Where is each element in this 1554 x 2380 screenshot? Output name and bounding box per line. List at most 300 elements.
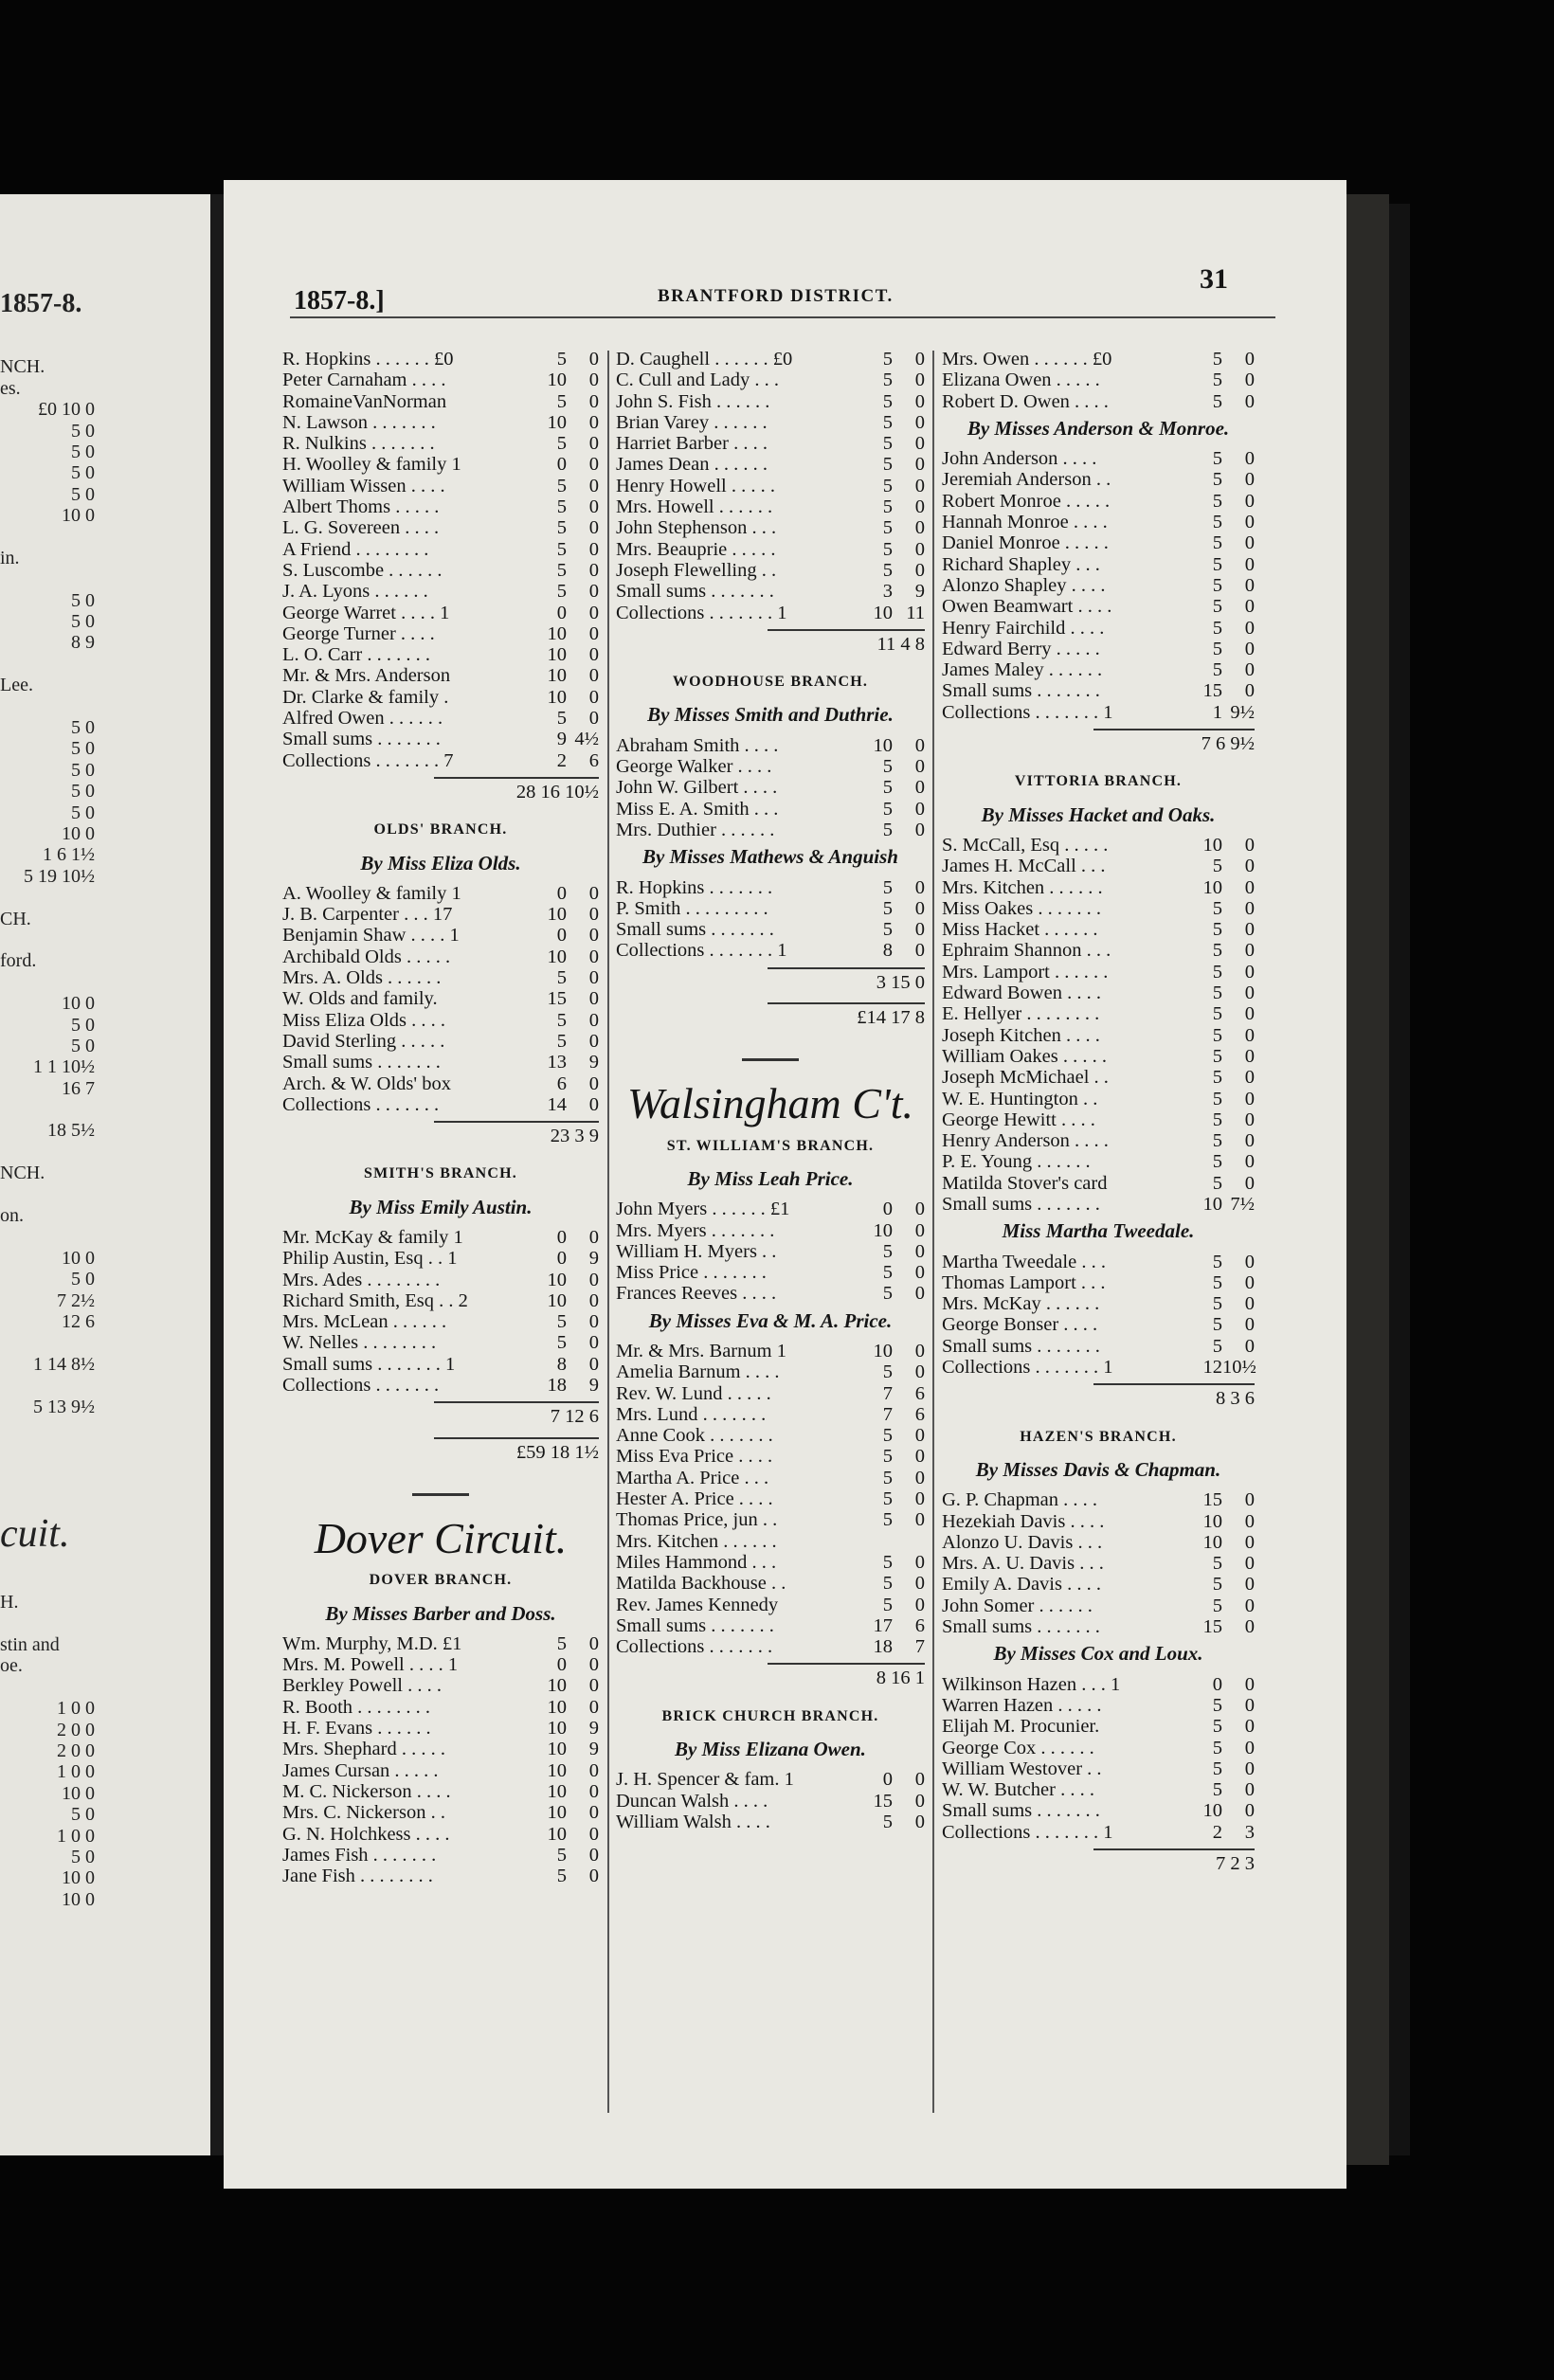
left-fragment-line: 1 14 8½ xyxy=(33,1353,95,1375)
entry-name: Collections . . . . . . . 1 xyxy=(942,701,1113,723)
entry-name: David Sterling . . . . . xyxy=(282,1030,445,1052)
entry-row xyxy=(942,680,1255,701)
entry-row xyxy=(942,1046,1255,1067)
entry-name: George Walker . . . . xyxy=(616,756,772,778)
entry-name: Joseph Flewelling . . xyxy=(616,559,777,581)
entry-shillings: 10 xyxy=(547,1802,567,1824)
entry-row xyxy=(282,412,599,433)
entry-shillings: 5 xyxy=(1212,1151,1222,1173)
left-fragment-line xyxy=(0,1099,95,1120)
entry-shillings: 5 xyxy=(882,876,893,898)
entry-row xyxy=(942,1616,1255,1637)
entry-pence: 0 xyxy=(588,904,599,926)
entry-name: Small sums . . . . . . . 1 xyxy=(282,1353,456,1375)
entry-shillings: 5 xyxy=(556,1030,567,1052)
entry-pence: 0 xyxy=(588,1654,599,1676)
entry-shillings: 10 xyxy=(547,1780,567,1802)
entry-row xyxy=(282,1675,599,1696)
entry-name: James Fish . . . . . . . xyxy=(282,1844,437,1866)
entry-shillings: 5 xyxy=(882,1467,893,1488)
entry-shillings: 5 xyxy=(882,756,893,778)
entry-row xyxy=(282,1073,599,1094)
entry-shillings: 5 xyxy=(1212,940,1222,962)
entry-row xyxy=(616,1791,925,1812)
entry-shillings: 5 xyxy=(882,390,893,412)
entry-name: L. G. Sovereen . . . . xyxy=(282,517,440,539)
left-fragment-line: 5 0 xyxy=(71,611,95,633)
entry-row xyxy=(282,729,599,749)
left-fragment-line: 5 0 xyxy=(71,1269,95,1290)
entry-shillings: 5 xyxy=(1212,1716,1222,1738)
left-fragment-line: H. xyxy=(0,1592,19,1614)
entry-shillings: 10 xyxy=(1202,1193,1222,1215)
left-fragment-line: 5 0 xyxy=(71,1035,95,1056)
entry-pence: 0 xyxy=(914,1446,925,1468)
entry-pence: 0 xyxy=(914,897,925,919)
entry-row xyxy=(282,1781,599,1802)
left-fragment-line xyxy=(0,1417,95,1438)
entry-pence: 0 xyxy=(914,1262,925,1284)
left-fragment-line: in. xyxy=(0,547,20,568)
left-fragment-line xyxy=(0,1571,95,1592)
left-fragment-line: 1 0 0 xyxy=(57,1825,95,1847)
entry-row xyxy=(942,491,1255,512)
entry-shillings xyxy=(862,1531,893,1552)
entry-name: Matilda Stover's card xyxy=(942,1172,1108,1194)
entry-name: James Cursan . . . . . xyxy=(282,1759,439,1781)
entry-name: Small sums . . . . . . . xyxy=(942,680,1100,702)
entry-row xyxy=(942,1822,1255,1843)
entry-pence: 0 xyxy=(914,777,925,799)
left-fragment-line: 10 0 xyxy=(62,1867,95,1889)
entry-pence: 0 xyxy=(588,370,599,391)
left-fragment-line: 1 0 0 xyxy=(57,1698,95,1720)
entry-pence: 0 xyxy=(914,538,925,560)
entry-row xyxy=(616,1361,925,1382)
branch-total: 7 12 6 xyxy=(434,1401,599,1427)
branch-total: 3 15 0 xyxy=(768,967,925,993)
entry-shillings: 10 xyxy=(547,1675,567,1697)
entry-name: Frances Reeves . . . . xyxy=(616,1283,777,1305)
entry-row xyxy=(942,512,1255,532)
entry-shillings: 5 xyxy=(882,1361,893,1383)
left-fragment-line xyxy=(0,568,95,589)
entry-pence: 0 xyxy=(1244,1335,1255,1357)
entry-shillings: 5 xyxy=(882,1283,893,1305)
entry-row xyxy=(942,618,1255,639)
column-divider-1 xyxy=(607,351,609,2113)
entry-name: Archibald Olds . . . . . xyxy=(282,946,451,967)
entry-row xyxy=(942,596,1255,617)
entry-pence: 0 xyxy=(588,925,599,947)
entry-name: Henry Anderson . . . . xyxy=(942,1130,1109,1152)
entry-pence: 0 xyxy=(588,708,599,730)
entry-shillings: 5 xyxy=(1212,638,1222,659)
entry-name: William Wissen . . . . xyxy=(282,475,445,496)
entry-pence: 9 xyxy=(588,1739,599,1760)
entry-row xyxy=(942,1003,1255,1024)
entry-pence: 0 xyxy=(588,622,599,644)
circuit-title: Walsingham C't. xyxy=(626,1079,914,1128)
entry-row xyxy=(616,476,925,496)
entry-name: Mrs. McKay . . . . . . xyxy=(942,1293,1100,1315)
entry-shillings: 5 xyxy=(1212,983,1222,1004)
entry-pence: 0 xyxy=(914,1283,925,1305)
entry-name: John S. Fish . . . . . . xyxy=(616,390,770,412)
entry-pence: 11 xyxy=(906,602,925,623)
entry-pence: 0 xyxy=(588,581,599,603)
entry-shillings: 10 xyxy=(547,1823,567,1845)
entry-row xyxy=(942,1553,1255,1574)
entry-name: Alonzo U. Davis . . . xyxy=(942,1531,1103,1553)
entry-pence: 10½ xyxy=(1222,1357,1256,1379)
entry-shillings: 5 xyxy=(882,1240,893,1262)
entry-pence: 9 xyxy=(588,1052,599,1073)
entry-pence: 0 xyxy=(914,919,925,941)
entry-name: Brian Varey . . . . . . xyxy=(616,411,768,433)
entry-row xyxy=(942,702,1255,723)
entry-row xyxy=(942,1596,1255,1616)
entry-shillings: 5 xyxy=(1212,448,1222,470)
entry-row xyxy=(282,1802,599,1823)
entry-name: C. Cull and Lady . . . xyxy=(616,370,779,391)
entry-name: Arch. & W. Olds' box xyxy=(282,1073,451,1094)
entry-pence: 0 xyxy=(914,1509,925,1531)
entry-pence: 9 xyxy=(588,1718,599,1740)
entry-shillings: 5 xyxy=(882,1425,893,1447)
entry-name: Henry Fairchild . . . . xyxy=(942,617,1105,639)
entry-name: Mrs. Lamport . . . . . . xyxy=(942,961,1109,983)
entry-shillings: 5 xyxy=(556,708,567,730)
entry-row xyxy=(616,1468,925,1488)
entry-pence: 0 xyxy=(588,1632,599,1654)
entry-name: M. C. Nickerson . . . . xyxy=(282,1780,451,1802)
entry-pence: 0 xyxy=(1244,1694,1255,1716)
entry-name: W. W. Butcher . . . . xyxy=(942,1779,1094,1801)
entry-name: Philip Austin, Esq . . 1 xyxy=(282,1248,458,1270)
circuit-total: £59 18 1½ xyxy=(434,1437,599,1463)
entry-row xyxy=(942,1779,1255,1800)
entry-pence: 0 xyxy=(1244,638,1255,659)
entry-row xyxy=(942,898,1255,919)
entry-shillings: 0 xyxy=(556,602,567,623)
entry-pence: 0 xyxy=(588,454,599,476)
entry-row xyxy=(282,476,599,496)
entry-name: Small sums . . . . . . . xyxy=(942,1800,1100,1822)
entry-shillings: 5 xyxy=(882,1262,893,1284)
entry-pence: 0 xyxy=(588,1289,599,1311)
left-fragment-line xyxy=(0,1375,95,1396)
entry-row xyxy=(616,1199,925,1219)
left-page-fragment xyxy=(0,194,210,2155)
entry-shillings: 5 xyxy=(1212,897,1222,919)
entry-pence: 0 xyxy=(588,411,599,433)
entry-shillings: 10 xyxy=(547,665,567,687)
branch-total: 11 4 8 xyxy=(768,629,925,655)
entry-name: James Dean . . . . . . xyxy=(616,454,768,476)
entry-shillings: 5 xyxy=(882,433,893,455)
entry-name: Small sums . . . . . . . xyxy=(616,1614,774,1636)
entry-shillings: 5 xyxy=(556,390,567,412)
entry-shillings: 5 xyxy=(1212,390,1222,412)
entry-pence: 0 xyxy=(588,1009,599,1031)
entry-row xyxy=(282,1739,599,1759)
entry-pence: 0 xyxy=(588,988,599,1010)
entry-pence: 0 xyxy=(914,819,925,840)
entry-shillings: 5 xyxy=(556,1311,567,1333)
entry-name: Matilda Backhouse . . xyxy=(616,1573,786,1595)
entry-name: A. Woolley & family 1 xyxy=(282,882,461,904)
entry-shillings: 5 xyxy=(1212,512,1222,533)
left-fragment-line: ford. xyxy=(0,950,37,972)
entry-name: Miss Eva Price . . . . xyxy=(616,1446,773,1468)
entry-name: R. Booth . . . . . . . . xyxy=(282,1696,431,1718)
entry-row xyxy=(616,349,925,370)
entry-name: Mr. & Mrs. Anderson xyxy=(282,665,451,687)
entry-pence: 0 xyxy=(914,475,925,496)
entry-pence: 0 xyxy=(588,1332,599,1354)
entry-name: S. McCall, Esq . . . . . xyxy=(942,834,1109,856)
entry-name: Thomas Price, jun . . xyxy=(616,1509,778,1531)
entry-row xyxy=(282,883,599,904)
entry-pence: 9½ xyxy=(1230,701,1255,723)
entry-row xyxy=(942,370,1255,390)
entry-pence: 0 xyxy=(1244,1574,1255,1596)
entry-pence: 0 xyxy=(1244,834,1255,856)
entry-shillings: 10 xyxy=(1202,1510,1222,1532)
entry-row xyxy=(282,349,599,370)
entry-pence: 0 xyxy=(914,517,925,539)
entry-row xyxy=(942,1716,1255,1737)
entry-name: N. Lawson . . . . . . . xyxy=(282,411,436,433)
branch-heading: SMITH'S BRANCH. xyxy=(363,1165,518,1182)
entry-name: Mrs. Beauprie . . . . . xyxy=(616,538,776,560)
left-fragment-line xyxy=(0,696,95,717)
entry-shillings: 5 xyxy=(1212,919,1222,941)
entry-pence: 0 xyxy=(588,946,599,967)
entry-row xyxy=(942,856,1255,876)
entry-shillings: 15 xyxy=(873,1790,893,1812)
collectors-heading: By Misses Cox and Loux. xyxy=(993,1642,1203,1666)
entry-row xyxy=(616,581,925,602)
collectors-heading: By Misses Hacket and Oaks. xyxy=(981,802,1216,826)
entry-row xyxy=(616,496,925,517)
entry-pence: 0 xyxy=(1244,390,1255,412)
entry-row xyxy=(282,1824,599,1845)
entry-shillings: 5 xyxy=(1212,1271,1222,1293)
entry-name: Mrs. Myers . . . . . . . xyxy=(616,1219,775,1241)
entry-shillings: 10 xyxy=(547,1759,567,1781)
left-fragment-line xyxy=(0,929,95,950)
entry-name: J. B. Carpenter . . . 17 xyxy=(282,904,453,926)
entry-name: J. A. Lyons . . . . . . xyxy=(282,581,428,603)
entry-name: Small sums . . . . . . . xyxy=(942,1616,1100,1638)
entry-name: John Anderson . . . . xyxy=(942,448,1097,470)
entry-name: Mrs. McLean . . . . . . xyxy=(282,1311,447,1333)
entry-name: John Stephenson . . . xyxy=(616,517,777,539)
entry-pence: 0 xyxy=(914,876,925,898)
left-fragment-line xyxy=(0,1142,95,1163)
entry-row xyxy=(616,1383,925,1404)
entry-row xyxy=(282,603,599,623)
entry-row xyxy=(942,1758,1255,1779)
left-fragment-line: 10 0 xyxy=(62,1782,95,1804)
entry-pence: 0 xyxy=(1244,940,1255,962)
entry-row xyxy=(942,1738,1255,1758)
entry-pence: 0 xyxy=(914,1790,925,1812)
entry-shillings: 5 xyxy=(882,1488,893,1510)
entry-shillings: 1 xyxy=(1212,701,1222,723)
entry-shillings: 5 xyxy=(556,517,567,539)
entry-pence: 0 xyxy=(1244,574,1255,596)
entry-row xyxy=(942,659,1255,680)
entry-shillings: 5 xyxy=(882,475,893,496)
entry-pence: 0 xyxy=(914,1361,925,1383)
entry-name: Small sums . . . . . . . xyxy=(942,1335,1100,1357)
left-fragment-line xyxy=(0,335,95,356)
collectors-heading: By Misses Barber and Doss. xyxy=(325,1601,556,1625)
left-fragment-line: Lee. xyxy=(0,675,33,696)
entry-shillings: 0 xyxy=(556,1226,567,1248)
entry-name: E. Hellyer . . . . . . . . xyxy=(942,1003,1100,1025)
entry-shillings: 5 xyxy=(882,496,893,518)
entry-row xyxy=(942,575,1255,596)
entry-row xyxy=(282,1031,599,1052)
entry-pence: 0 xyxy=(588,1675,599,1697)
entry-pence: 0 xyxy=(588,686,599,708)
entry-pence: 0 xyxy=(914,756,925,778)
entry-shillings: 5 xyxy=(882,798,893,820)
entry-shillings: 10 xyxy=(547,1739,567,1760)
entry-shillings: 14 xyxy=(547,1093,567,1115)
entry-name: George Hewitt . . . . xyxy=(942,1109,1095,1130)
entry-shillings: 17 xyxy=(873,1614,893,1636)
left-fragment-line: 5 19 10½ xyxy=(24,865,95,887)
entry-pence: 0 xyxy=(1244,1489,1255,1511)
left-fragment-line xyxy=(0,1677,95,1698)
entry-shillings: 5 xyxy=(882,1573,893,1595)
entry-pence: 0 xyxy=(914,433,925,455)
entry-shillings: 5 xyxy=(1212,1109,1222,1130)
entry-name: A Friend . . . . . . . . xyxy=(282,538,429,560)
entry-shillings: 8 xyxy=(556,1353,567,1375)
entry-row xyxy=(616,877,925,898)
entry-name: Ephraim Shannon . . . xyxy=(942,940,1111,962)
entry-name: Hannah Monroe . . . . xyxy=(942,512,1108,533)
entry-pence: 0 xyxy=(588,496,599,518)
entry-name: John Myers . . . . . . £1 xyxy=(616,1199,790,1220)
entry-name: Collections . . . . . . . 1 xyxy=(942,1821,1113,1843)
entry-shillings: 5 xyxy=(556,581,567,603)
entry-row xyxy=(942,1674,1255,1695)
entry-pence: 0 xyxy=(914,1811,925,1832)
left-fragment-line xyxy=(0,1438,95,1459)
entry-name: H. Woolley & family 1 xyxy=(282,454,461,476)
entry-row xyxy=(616,1595,925,1615)
entry-row xyxy=(942,469,1255,490)
entry-row xyxy=(616,412,925,433)
entry-name: Robert Monroe . . . . . xyxy=(942,490,1111,512)
entry-row xyxy=(616,1341,925,1361)
collectors-heading: By Misses Smith and Duthrie. xyxy=(647,703,894,727)
entry-shillings: 5 xyxy=(556,475,567,496)
left-fragment-line: 5 0 xyxy=(71,483,95,505)
left-fragment-line: 5 0 xyxy=(71,781,95,802)
entry-shillings: 5 xyxy=(1212,370,1222,391)
entry-pence: 0 xyxy=(914,496,925,518)
left-fragment-line: NCH. xyxy=(0,1163,45,1184)
entry-pence: 0 xyxy=(1244,1109,1255,1130)
entry-pence: 0 xyxy=(1244,1251,1255,1272)
entry-shillings: 10 xyxy=(1202,834,1222,856)
entry-row xyxy=(616,433,925,454)
entry-pence: 0 xyxy=(914,390,925,412)
left-fragment-line: 10 0 xyxy=(62,993,95,1015)
entry-pence: 0 xyxy=(588,644,599,666)
entry-pence: 0 xyxy=(1244,1673,1255,1695)
entry-pence: 0 xyxy=(1244,1003,1255,1025)
left-fragment-line: 5 0 xyxy=(71,441,95,462)
entry-pence: 0 xyxy=(1244,1088,1255,1109)
left-fragment-line xyxy=(0,1460,95,1481)
entry-shillings: 5 xyxy=(556,496,567,518)
entry-pence: 0 xyxy=(914,1594,925,1615)
entry-name: Mrs. Kitchen . . . . . . xyxy=(616,1530,777,1552)
left-fragment-line: 5 0 xyxy=(71,717,95,739)
entry-row xyxy=(942,919,1255,940)
entry-shillings: 10 xyxy=(547,370,567,391)
entry-name: P. Smith . . . . . . . . . xyxy=(616,897,768,919)
entry-pence: 0 xyxy=(1244,1553,1255,1575)
entry-shillings: 5 xyxy=(556,1866,567,1887)
entry-name: Small sums . . . . . . . xyxy=(616,581,774,603)
entry-pence: 0 xyxy=(1244,1616,1255,1638)
column-2 xyxy=(616,349,925,1832)
entry-shillings: 10 xyxy=(547,1289,567,1311)
entry-name: Miss Hacket . . . . . . xyxy=(942,919,1098,941)
entry-name: Collections . . . . . . . xyxy=(616,1636,773,1658)
left-fragment-line: NCH. xyxy=(0,356,45,378)
entry-pence: 0 xyxy=(1244,349,1255,370)
entry-pence: 0 xyxy=(1244,919,1255,941)
entry-row xyxy=(942,940,1255,961)
entry-name: Mrs. Howell . . . . . . xyxy=(616,496,773,518)
entry-row xyxy=(942,391,1255,412)
entry-name: John Somer . . . . . . xyxy=(942,1595,1093,1616)
entry-shillings: 15 xyxy=(547,988,567,1010)
entry-pence: 0 xyxy=(914,349,925,370)
entry-name: Hezekiah Davis . . . . xyxy=(942,1510,1105,1532)
entry-name: Mrs. A. U. Davis . . . xyxy=(942,1553,1104,1575)
entry-row xyxy=(616,919,925,940)
left-fragment-line: 5 13 9½ xyxy=(33,1396,95,1417)
entry-shillings: 10 xyxy=(547,686,567,708)
left-fragment-line: 10 0 xyxy=(62,1888,95,1910)
entry-name: Abraham Smith . . . . xyxy=(616,734,779,756)
entry-shillings: 10 xyxy=(547,946,567,967)
entry-pence: 0 xyxy=(914,559,925,581)
entry-shillings: 5 xyxy=(556,1332,567,1354)
entry-name: Collections . . . . . . . 1 xyxy=(616,602,787,623)
entry-shillings: 5 xyxy=(882,370,893,391)
entry-row xyxy=(942,835,1255,856)
entry-name: Small sums . . . . . . . xyxy=(282,729,441,750)
entry-name: Small sums . . . . . . . xyxy=(282,1052,441,1073)
entry-pence: 0 xyxy=(588,1844,599,1866)
entry-name: Miss Eliza Olds . . . . xyxy=(282,1009,445,1031)
left-fragment-line: 5 0 xyxy=(71,420,95,442)
entry-pence: 0 xyxy=(588,1030,599,1052)
